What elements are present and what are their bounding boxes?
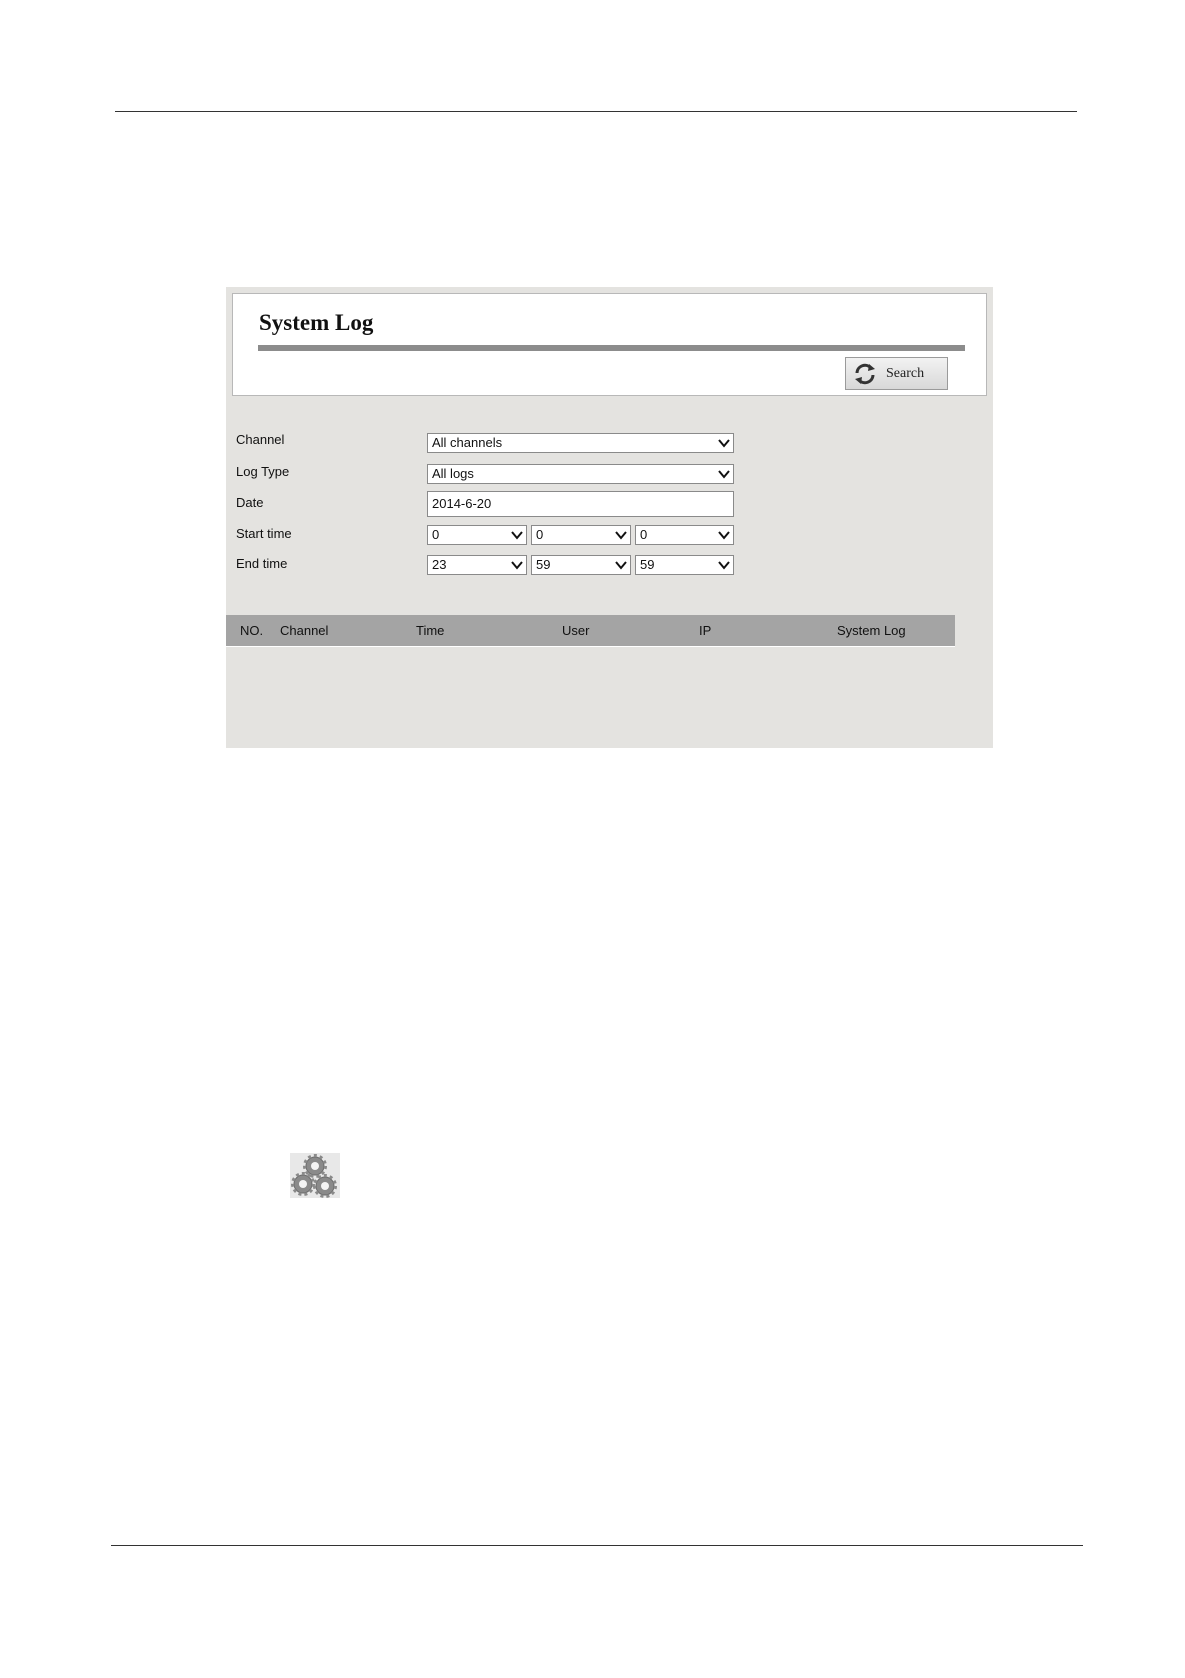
column-header-user: User xyxy=(562,623,590,638)
log-type-select[interactable] xyxy=(427,464,734,484)
end-second-value: 59 xyxy=(640,557,655,572)
column-header-channel: Channel xyxy=(280,623,329,638)
channel-select[interactable] xyxy=(427,433,734,453)
end-hour-value: 23 xyxy=(432,557,447,572)
refresh-icon xyxy=(852,362,878,386)
log-type-select-value: All logs xyxy=(432,466,474,481)
column-header-system-log: System Log xyxy=(837,623,906,638)
chevron-down-icon xyxy=(718,469,730,479)
chevron-down-icon xyxy=(615,530,627,540)
footer-rule xyxy=(111,1545,1083,1546)
log-type-label: Log Type xyxy=(236,464,290,479)
start-minute-value: 0 xyxy=(536,527,544,542)
end-minute-value: 59 xyxy=(536,557,551,572)
end-minute-select[interactable] xyxy=(531,555,631,575)
chevron-down-icon xyxy=(511,530,523,540)
start-time-label: Start time xyxy=(236,526,292,541)
system-log-panel xyxy=(226,287,993,748)
search-button[interactable] xyxy=(845,357,948,390)
chevron-down-icon xyxy=(718,560,730,570)
header-rule xyxy=(115,111,1077,112)
gear-icon xyxy=(290,1153,340,1198)
start-second-select[interactable] xyxy=(635,525,734,545)
end-time-label: End time xyxy=(236,556,288,571)
start-hour-value: 0 xyxy=(432,527,440,542)
search-button-label: Search xyxy=(886,365,925,381)
column-header-time: Time xyxy=(416,623,445,638)
end-hour-select[interactable] xyxy=(427,555,527,575)
chevron-down-icon xyxy=(615,560,627,570)
chevron-down-icon xyxy=(511,560,523,570)
start-hour-select[interactable] xyxy=(427,525,527,545)
start-minute-select[interactable] xyxy=(531,525,631,545)
log-table-header xyxy=(226,615,955,647)
start-second-value: 0 xyxy=(640,527,648,542)
column-header-ip: IP xyxy=(699,623,712,638)
end-second-select[interactable] xyxy=(635,555,734,575)
title-underline xyxy=(258,345,965,351)
column-header-no: NO. xyxy=(240,623,264,638)
chevron-down-icon xyxy=(718,438,730,448)
channel-label: Channel xyxy=(236,432,285,447)
date-label: Date xyxy=(236,495,264,510)
panel-header xyxy=(232,293,987,396)
channel-select-value: All channels xyxy=(432,435,503,450)
page-title: System Log xyxy=(259,310,374,335)
date-input[interactable]: 2014-6-20 xyxy=(427,491,734,517)
chevron-down-icon xyxy=(718,530,730,540)
